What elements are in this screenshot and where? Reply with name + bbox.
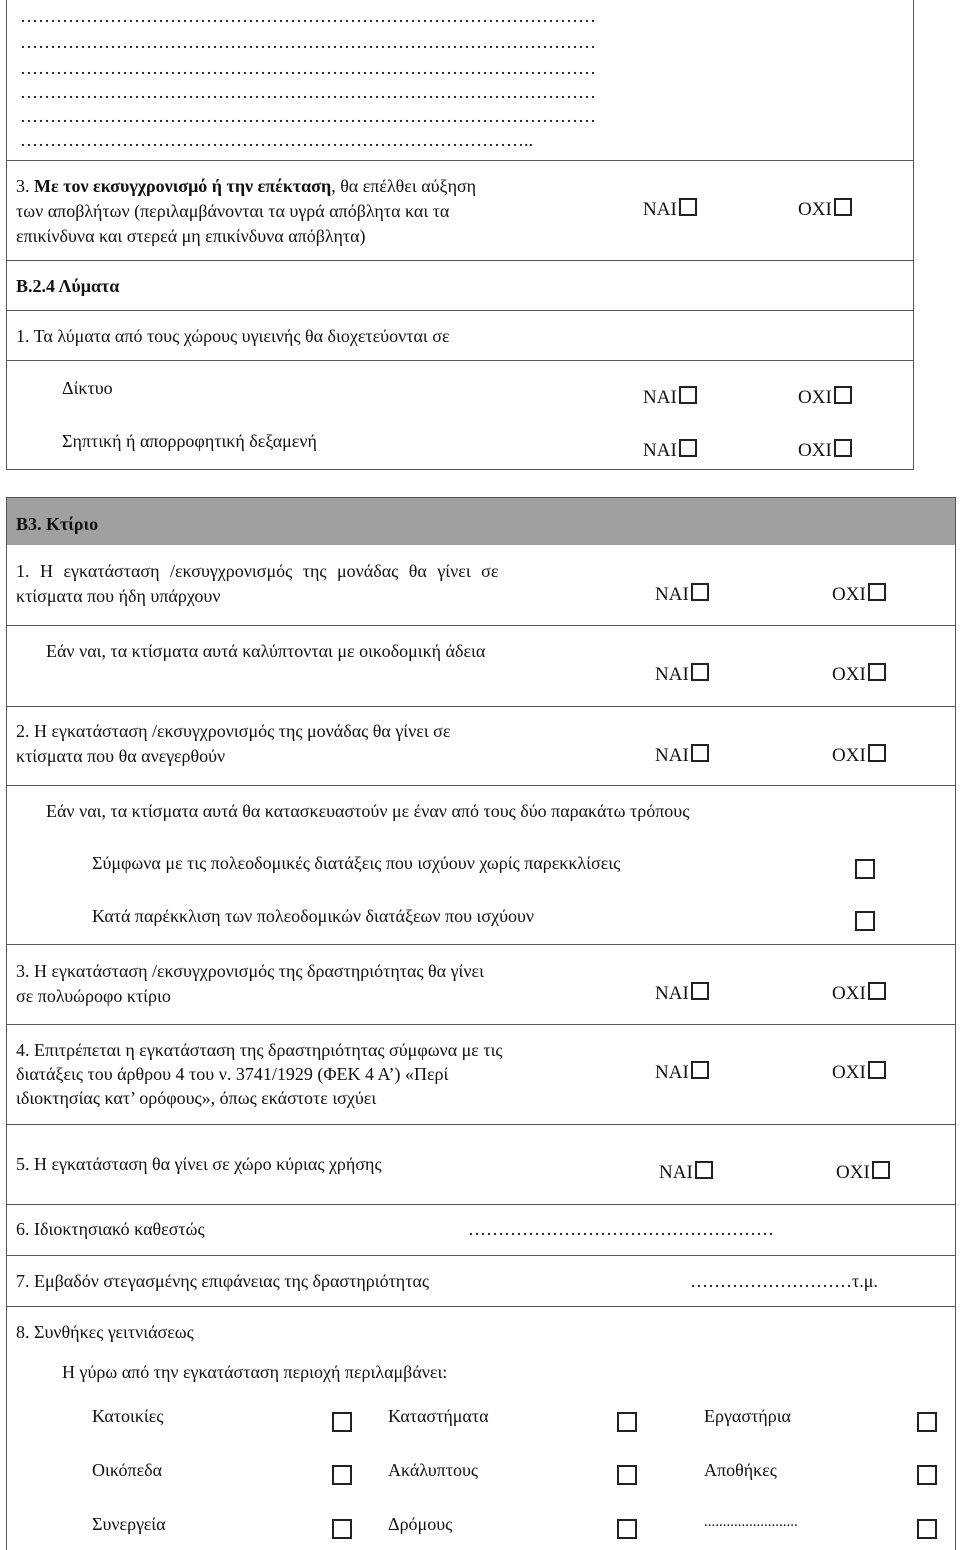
b3-q4-line-1: 4. Επιτρέπεται η εγκατάσταση της δραστηριότητας σύμφωνα με τις bbox=[16, 1040, 503, 1060]
neighbor-roads-checkbox[interactable] bbox=[617, 1519, 637, 1539]
b3-q2-no-checkbox[interactable] bbox=[868, 744, 886, 762]
row-divider bbox=[6, 1024, 956, 1025]
question-3-number: 3. bbox=[16, 176, 34, 196]
no-label: ΟΧΙ bbox=[798, 387, 832, 408]
b3-q4-line-2: διατάξεις του άρθρου 4 του ν. 3741/1929 (ΦΕΚ 4 Α’) «Περί bbox=[16, 1064, 449, 1084]
b3-q5: 5. Η εγκατάσταση θα γίνει σε χώρο κύριας χρήσης bbox=[16, 1154, 382, 1174]
b3-q1-no-checkbox[interactable] bbox=[868, 583, 886, 601]
row-divider bbox=[6, 1306, 956, 1307]
q3-yes-checkbox[interactable] bbox=[679, 198, 697, 216]
yes-label: ΝΑΙ bbox=[655, 983, 689, 1004]
b3-q8: 8. Συνθήκες γειτνιάσεως bbox=[16, 1322, 194, 1342]
row-divider bbox=[6, 785, 956, 786]
row-divider bbox=[6, 944, 956, 945]
b3-heading: Β3. Κτίριο bbox=[16, 514, 99, 534]
b3-q5-yes-option[interactable] bbox=[659, 1161, 713, 1184]
b3-q8-sub: Η γύρω από την εγκατάσταση περιοχή περιλαμβάνει: bbox=[62, 1362, 448, 1382]
row-divider bbox=[6, 469, 914, 470]
top-table-left-border bbox=[6, 0, 7, 470]
septic-no-checkbox[interactable] bbox=[834, 439, 852, 457]
dot-line-4: …………………………………………………………………………………… bbox=[20, 82, 596, 102]
neighbor-houses: Κατοικίες bbox=[92, 1406, 164, 1426]
no-label: ΟΧΙ bbox=[832, 745, 866, 766]
question-3-rest: , θα επέλθει αύξηση bbox=[331, 176, 477, 196]
b3-q2-option-2: Κατά παρέκκλιση των πολεοδομικών διατάξεων που ισχύουν bbox=[92, 906, 535, 926]
neighbor-shops-checkbox[interactable] bbox=[617, 1412, 637, 1432]
b3-q2-yes-option[interactable] bbox=[655, 744, 709, 767]
neighbor-workshops-checkbox[interactable] bbox=[917, 1412, 937, 1432]
b3-q1-line-2: κτίσματα που ήδη υπάρχουν bbox=[16, 586, 221, 606]
yes-label: ΝΑΙ bbox=[655, 1062, 689, 1083]
b3-q2-option-2-checkbox[interactable] bbox=[855, 911, 875, 931]
b3-q1-yes-checkbox[interactable] bbox=[691, 583, 709, 601]
b3-q5-no-option[interactable] bbox=[836, 1161, 890, 1184]
neighbor-other-checkbox[interactable] bbox=[917, 1519, 937, 1539]
dot-line-6: ………………………………………………………………………….. bbox=[20, 130, 533, 150]
q3-no-option[interactable] bbox=[798, 198, 852, 221]
b3-q2-line-1: 2. Η εγκατάσταση /εκσυγχρονισμός της μονάδας θα γίνει σε bbox=[16, 721, 451, 741]
septic-no-option[interactable] bbox=[798, 439, 852, 462]
b3-q4-no-checkbox[interactable] bbox=[868, 1061, 886, 1079]
yes-label: ΝΑΙ bbox=[655, 584, 689, 605]
b3-q6: 6. Ιδιοκτησιακό καθεστώς bbox=[16, 1219, 205, 1239]
row-divider bbox=[6, 310, 914, 311]
b3-q3-yes-checkbox[interactable] bbox=[691, 982, 709, 1000]
b24-option-network: Δίκτυο bbox=[62, 378, 113, 398]
b3-q7-area-field[interactable]: ………………………τ.μ. bbox=[690, 1271, 878, 1291]
neighbor-garages-checkbox[interactable] bbox=[332, 1519, 352, 1539]
row-divider bbox=[6, 1255, 956, 1256]
b3-q1-sub-yes-option[interactable] bbox=[655, 663, 709, 686]
network-no-option[interactable] bbox=[798, 386, 852, 409]
yes-label: ΝΑΙ bbox=[643, 199, 677, 220]
b3-q1-sub-yes-checkbox[interactable] bbox=[691, 663, 709, 681]
b3-q3-line-2: σε πολυώροφο κτίριο bbox=[16, 986, 171, 1006]
b3-q2-option-1: Σύμφωνα με τις πολεοδομικές διατάξεις που ισχύουν χωρίς παρεκκλίσεις bbox=[92, 853, 621, 873]
b3-q2-yes-checkbox[interactable] bbox=[691, 744, 709, 762]
no-label: ΟΧΙ bbox=[832, 1062, 866, 1083]
b3-q1-no-option[interactable] bbox=[832, 583, 886, 606]
b3-q2-line-2: κτίσματα που θα ανεγερθούν bbox=[16, 746, 226, 766]
neighbor-shops: Καταστήματα bbox=[388, 1406, 489, 1426]
b3-q3-line-1: 3. Η εγκατάσταση /εκσυγχρονισμός της δραστηριότητας θα γίνει bbox=[16, 961, 484, 981]
no-label: ΟΧΙ bbox=[798, 199, 832, 220]
b3-q3-yes-option[interactable] bbox=[655, 982, 709, 1005]
row-divider bbox=[6, 706, 956, 707]
yes-label: ΝΑΙ bbox=[655, 664, 689, 685]
b3-q6-ownership-field[interactable]: …………………………………………… bbox=[468, 1219, 774, 1239]
q3-no-checkbox[interactable] bbox=[834, 198, 852, 216]
no-label: ΟΧΙ bbox=[832, 983, 866, 1004]
b3-q3-no-option[interactable] bbox=[832, 982, 886, 1005]
no-label: ΟΧΙ bbox=[836, 1162, 870, 1183]
yes-label: ΝΑΙ bbox=[655, 745, 689, 766]
neighbor-roads: Δρόμους bbox=[388, 1514, 453, 1534]
question-3-text bbox=[16, 176, 476, 197]
question-3-line-3: επικίνδυνα και στερεά μη επικίνδυνα απόβλητα) bbox=[16, 226, 366, 246]
b3-q2-no-option[interactable] bbox=[832, 744, 886, 767]
no-label: ΟΧΙ bbox=[832, 664, 866, 685]
neighbor-open-spaces: Ακάλυπτους bbox=[388, 1460, 479, 1480]
row-divider bbox=[6, 625, 956, 626]
neighbor-warehouses-checkbox[interactable] bbox=[917, 1465, 937, 1485]
b3-q4-line-3: ιδιοκτησίας κατ’ ορόφους», όπως εκάστοτε ισχύει bbox=[16, 1088, 377, 1108]
row-divider bbox=[6, 260, 914, 261]
row-divider bbox=[6, 360, 914, 361]
b3-q4-no-option[interactable] bbox=[832, 1061, 886, 1084]
no-label: ΟΧΙ bbox=[798, 440, 832, 461]
no-label: ΟΧΙ bbox=[832, 584, 866, 605]
b3-q5-yes-checkbox[interactable] bbox=[695, 1161, 713, 1179]
row-divider bbox=[6, 1204, 956, 1205]
b3-q4-yes-checkbox[interactable] bbox=[691, 1061, 709, 1079]
neighbor-warehouses: Αποθήκες bbox=[704, 1460, 777, 1480]
yes-label: ΝΑΙ bbox=[659, 1162, 693, 1183]
b24-heading: Β.2.4 Λύματα bbox=[16, 276, 120, 296]
dot-line-1: …………………………………………………………………………………… bbox=[20, 6, 596, 26]
b3-q1-sub: Εάν ναι, τα κτίσματα αυτά καλύπτονται με οικοδομική άδεια bbox=[46, 641, 486, 661]
b3-q1-sub-no-checkbox[interactable] bbox=[868, 663, 886, 681]
neighbor-open-spaces-checkbox[interactable] bbox=[617, 1465, 637, 1485]
b3-q5-no-checkbox[interactable] bbox=[872, 1161, 890, 1179]
b3-q2-sub: Εάν ναι, τα κτίσματα αυτά θα κατασκευαστούν με έναν από τους δύο παρακάτω τρόπους bbox=[46, 801, 690, 821]
b24-question-1: 1. Τα λύματα από τους χώρους υγιεινής θα διοχετεύονται σε bbox=[16, 326, 450, 346]
b3-q1-sub-no-option[interactable] bbox=[832, 663, 886, 686]
neighbor-workshops: Εργαστήρια bbox=[704, 1406, 791, 1426]
yes-label: ΝΑΙ bbox=[643, 387, 677, 408]
question-3-line-2: των αποβλήτων (περιλαμβάνονται τα υγρά απόβλητα και τα bbox=[16, 201, 450, 221]
neighbor-plots-checkbox[interactable] bbox=[332, 1465, 352, 1485]
b3-q1-line-1: 1. Η εγκατάσταση /εκσυγχρονισμός της μονάδας θα γίνει σε bbox=[16, 561, 499, 581]
neighbor-garages: Συνεργεία bbox=[92, 1514, 166, 1534]
neighbor-houses-checkbox[interactable] bbox=[332, 1412, 352, 1432]
neighbor-plots: Οικόπεδα bbox=[92, 1460, 163, 1480]
q3-yes-option[interactable] bbox=[643, 198, 697, 221]
dot-line-3: …………………………………………………………………………………… bbox=[20, 58, 596, 78]
b3-q7: 7. Εμβαδόν στεγασμένης επιφάνειας της δραστηριότητας bbox=[16, 1271, 430, 1291]
b3-q1-yes-option[interactable] bbox=[655, 583, 709, 606]
network-yes-checkbox[interactable] bbox=[679, 386, 697, 404]
row-divider bbox=[6, 160, 914, 161]
septic-yes-option[interactable] bbox=[643, 439, 697, 462]
dot-line-5: …………………………………………………………………………………… bbox=[20, 106, 596, 126]
question-3-bold: Με τον εκσυγχρονισμό ή την επέκταση bbox=[34, 176, 332, 196]
network-no-checkbox[interactable] bbox=[834, 386, 852, 404]
b24-option-septic: Σηπτική ή απορροφητική δεξαμενή bbox=[62, 431, 317, 451]
b3-header-bar bbox=[7, 498, 955, 545]
network-yes-option[interactable] bbox=[643, 386, 697, 409]
dot-line-2: …………………………………………………………………………………… bbox=[20, 32, 596, 52]
yes-label: ΝΑΙ bbox=[643, 440, 677, 461]
b3-q2-option-1-checkbox[interactable] bbox=[855, 859, 875, 879]
top-table-right-border bbox=[913, 0, 914, 470]
neighbor-other-field[interactable]: ......................... bbox=[704, 1514, 798, 1530]
septic-yes-checkbox[interactable] bbox=[679, 439, 697, 457]
row-divider bbox=[6, 1124, 956, 1125]
b3-q3-no-checkbox[interactable] bbox=[868, 982, 886, 1000]
b3-q4-yes-option[interactable] bbox=[655, 1061, 709, 1084]
